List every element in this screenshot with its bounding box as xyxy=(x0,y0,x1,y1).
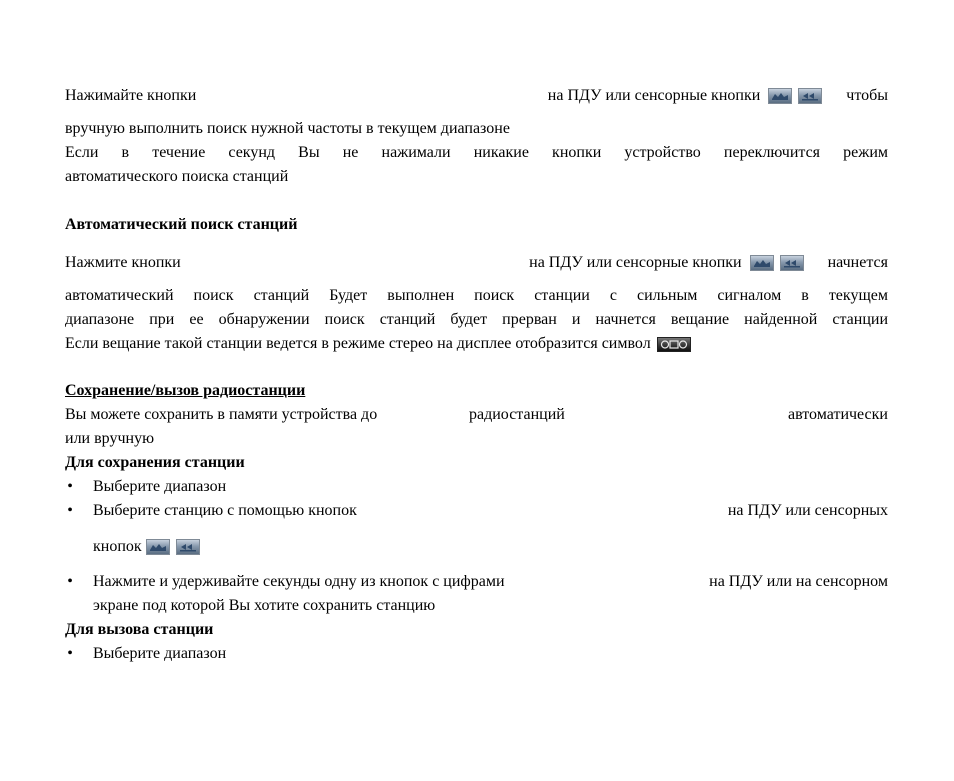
seek-forward-icon xyxy=(146,539,170,555)
save-recall-line1-middle: радиостанций xyxy=(469,406,565,423)
para1-line2: вручную выполнить поиск нужной частоты в текущем диапазоне xyxy=(65,120,510,137)
stereo-icon xyxy=(657,337,691,352)
seek-back-icon xyxy=(780,255,804,271)
auto-search-line4 xyxy=(65,333,888,355)
bullet-1-dot: • xyxy=(67,478,73,495)
bullet-3-continuation: экране под которой Вы хотите сохранить станцию xyxy=(93,597,436,614)
bullet-2-cont-text: кнопок xyxy=(93,538,142,555)
bullet-2-start: Выберите станцию с помощью кнопок xyxy=(93,502,357,519)
para1-line1 xyxy=(65,85,888,107)
para1-line1-end: чтобы xyxy=(846,87,888,104)
save-recall-heading: Сохранение/вызов радиостанции xyxy=(65,382,306,399)
seek-buttons-group xyxy=(768,88,822,104)
bullet-3-end: на ПДУ или на сенсорном xyxy=(709,573,888,590)
save-recall-line1-end: автоматически xyxy=(788,406,888,423)
bullet-3-dot: • xyxy=(67,573,73,590)
para1-line3: Если в течение секунд Вы не нажимали никакие кнопки устройство переключится режим xyxy=(65,144,888,161)
seek-forward-icon xyxy=(750,255,774,271)
bullet-4-dot: • xyxy=(67,645,73,662)
para1-line4: автоматического поиска станций xyxy=(65,168,289,185)
save-recall-line1-start: Вы можете сохранить в памяти устройства до xyxy=(65,406,378,423)
recall-station-heading: Для вызова станции xyxy=(65,621,214,638)
auto-search-line4-text: Если вещание такой станции ведется в режиме стерео на дисплее отобразится символ xyxy=(65,335,651,352)
bullet-1-text: Выберите диапазон xyxy=(93,478,227,495)
auto-search-heading: Автоматический поиск станций xyxy=(65,216,298,233)
para1-line1-start: Нажимайте кнопки xyxy=(65,87,197,104)
auto-search-line1-start: Нажмите кнопки xyxy=(65,254,181,271)
seek-buttons-group xyxy=(146,539,200,555)
bullet-4-text: Выберите диапазон xyxy=(93,645,227,662)
para1-line1-middle: на ПДУ или сенсорные кнопки xyxy=(547,87,761,104)
bullet-3-text xyxy=(93,571,888,593)
bullet-2-continuation xyxy=(93,536,888,558)
seek-back-icon xyxy=(798,88,822,104)
seek-back-icon xyxy=(176,539,200,555)
bullet-3-start: Нажмите и удерживайте секунды одну из кнопок с цифрами xyxy=(93,573,505,590)
save-recall-line1 xyxy=(65,404,888,426)
auto-search-line1-middle: на ПДУ или сенсорные кнопки xyxy=(529,254,742,271)
bullet-2-end: на ПДУ или сенсорных xyxy=(727,502,888,519)
auto-search-line2: автоматический поиск станций Будет выполнен поиск станции с сильным сигналом в текущем xyxy=(65,287,888,304)
save-station-heading: Для сохранения станции xyxy=(65,454,245,471)
auto-search-line3: диапазоне при ее обнаружении поиск станций будет прерван и начнется вещание найденной станции xyxy=(65,311,888,328)
seek-buttons-group xyxy=(750,255,804,271)
auto-search-line1-end: начнется xyxy=(827,254,888,271)
auto-search-line1 xyxy=(65,252,888,274)
save-recall-line2: или вручную xyxy=(65,430,155,447)
bullet-2-text xyxy=(93,500,888,522)
seek-forward-icon xyxy=(768,88,792,104)
bullet-2-dot: • xyxy=(67,502,73,519)
